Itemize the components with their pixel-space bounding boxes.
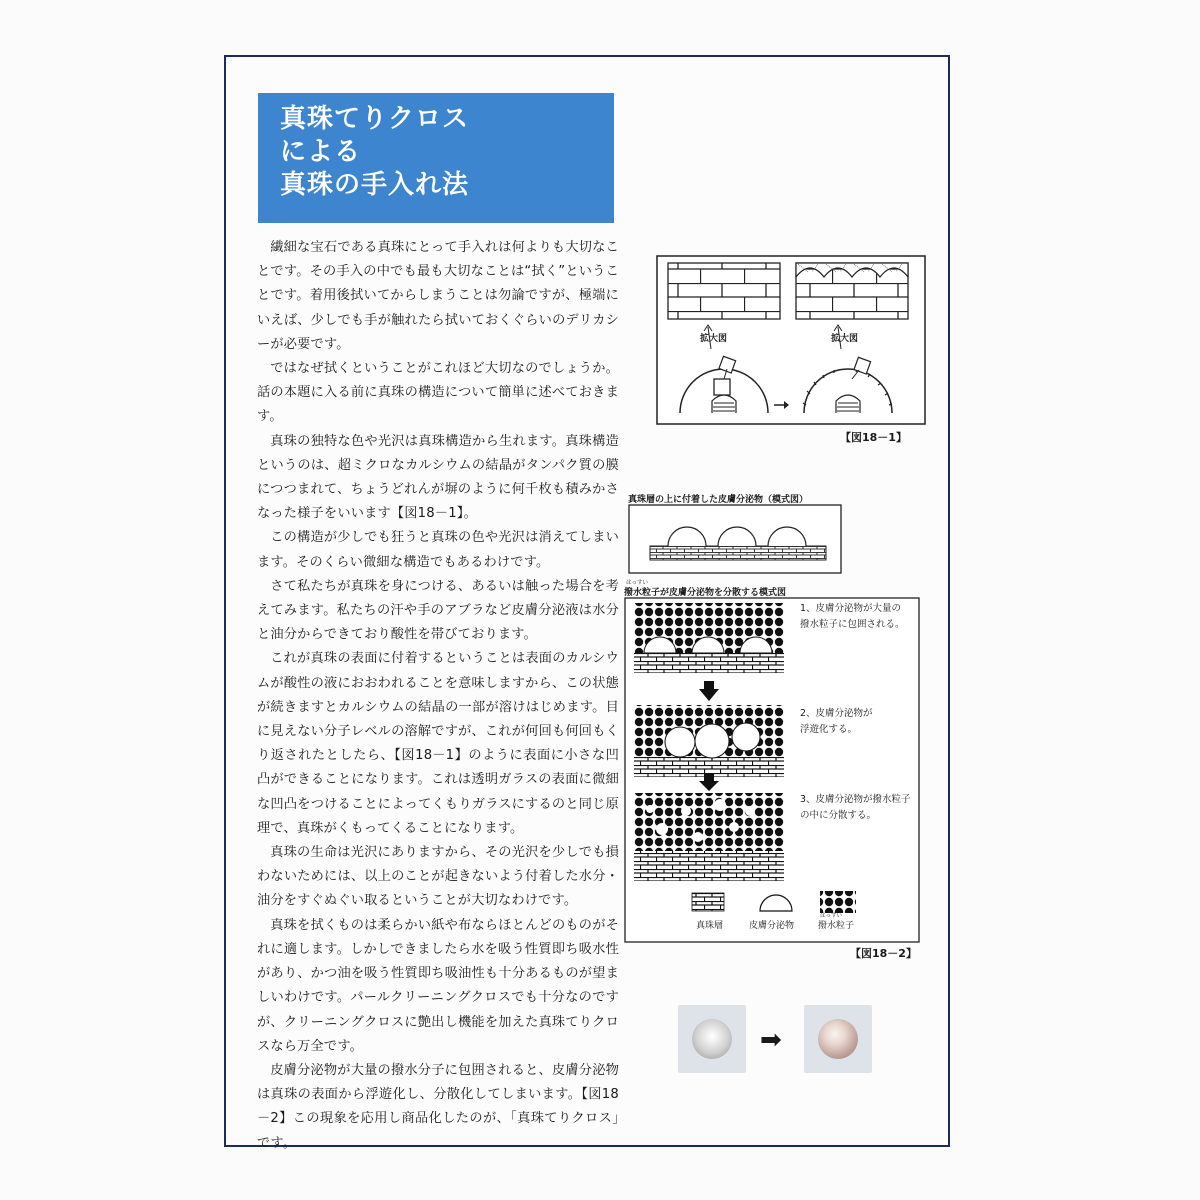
step-3-line-1: 3、皮膚分泌物が撥水粒子 <box>800 794 911 805</box>
zoom-label-left: 拡大図 <box>700 334 728 344</box>
title-line-2: による <box>280 137 362 167</box>
paragraph: この構造が少しでも狂うと真珠の色や光沢は消えてしまいます。そのくらい微細な構造でもあるわけです。 <box>257 530 619 570</box>
paragraph: 繊細な宝石である真珠にとって手入れは何よりも大切なことです。その手入の中でも最も大切なことは“拭く”ということです。着用後拭いてからしまうことは勿論ですが、極端にいえば、少しでも手が触れたら拭いておくぐらいのデリカシーが必要です。 <box>257 240 619 352</box>
paragraph: これが真珠の表面に付着するということは表面のカルシウムが酸性の液におおわれることを意味しますから、この状態が続きますとカルシウムの結晶の一部が溶けはじめます。目に見えない分子レベルの溶解ですが、これが何回も何回もくり返されたとしたら、【図18－1】のように表面に小さな凹凸ができることになります。これは透明ガラスの表面に微細な凹凸をつけることによってくもりガラスにするのと同じ原理で、真珠がくもってくることになります。 <box>257 651 619 836</box>
step-3-line-2: の中に分散する。 <box>800 810 877 821</box>
step-1-line-1: 1、皮膚分泌物が大量の <box>800 603 902 614</box>
pearl-after-photo <box>804 1005 872 1073</box>
paragraph: 真珠の生命は光沢にありますから、その光沢を少しでも損わないためには、以上のことが起きないよう付着した水分・油分をすぐぬぐい取るということが大切なわけです。 <box>257 845 619 909</box>
title-line-1: 真珠てりクロス <box>280 104 470 134</box>
title-box <box>258 93 614 223</box>
step-2-line-1: 2、皮膚分泌物が <box>800 708 873 719</box>
step-1-line-2: 撥水粒子に包囲される。 <box>800 619 905 630</box>
legend-furigana: はっすい <box>820 913 843 919</box>
legend-repellent: 撥水粒子 <box>818 921 855 931</box>
dispersion-diagram <box>624 597 920 943</box>
paragraph: 真珠の独特な色や光沢は真珠構造から生れます。真珠構造というのは、超ミクロなカルシウムの結晶がタンパク質の膜につつまれて、ちょうどれんが塀のように何千枚も積みかさなった様子をいいます【図18－1】。 <box>257 433 619 522</box>
figure-18-2-mid-caption: 撥水粒子が皮膚分泌物を分散する模式図 <box>624 588 787 598</box>
figure-18-1-diagram <box>656 255 926 425</box>
dull-pearl <box>692 1019 732 1059</box>
shiny-pearl <box>818 1019 858 1059</box>
figure-18-1-caption: 【図18－1】 <box>840 431 907 444</box>
paragraph: さて私たちが真珠を身につける、あるいは触った場合を考えてみます。私たちの汗や手のアブラなど皮膚分泌液は水分と油分からできており酸性を帯びております。 <box>257 578 619 643</box>
arrow-right-icon: ➡ <box>760 1025 782 1055</box>
figure-18-2-caption: 【図18－2】 <box>850 947 917 960</box>
step-2-line-2: 浮遊化する。 <box>800 724 858 735</box>
body-text <box>257 236 619 1156</box>
step-1-text <box>800 601 905 633</box>
paragraph: 皮膚分泌物が大量の撥水分子に包囲されると、皮膚分泌物は真珠の表面から浮遊化し、分散化してしまいます。【図18－2】この現象を応用し商品化したのが、「真珠てりクロス」です。 <box>257 1062 619 1151</box>
figure-18-2-top-caption: 真珠層の上に付着した皮膚分泌物（模式図） <box>628 495 809 505</box>
paragraph: 真珠を拭くものは柔らかい紙や布ならほとんどのものがそれに適します。しかしできましたら水を吸う性質即ち吸水性があり、かつ油を吸う性質即ち吸油性も十分あるものが望ましいわけです。パールクリーニングクロスでも十分なのですが、クリーニングクロスに艶出し機能を加えた真珠てりクロスなら万全です。 <box>257 917 619 1054</box>
furigana: はっすい <box>626 580 649 586</box>
legend-secretion: 皮膚分泌物 <box>749 921 795 931</box>
step-2-text <box>800 706 873 738</box>
zoom-label-right: 拡大図 <box>831 334 859 344</box>
paragraph: ではなぜ拭くということがこれほど大切なのでしょうか。話の本題に入る前に真珠の構造について簡単に述べておきます。 <box>257 361 619 425</box>
legend-nacre: 真珠層 <box>696 921 724 931</box>
secretion-on-nacre-diagram <box>628 504 842 574</box>
pearl-before-photo <box>678 1005 746 1073</box>
step-3-text <box>800 792 911 824</box>
title-line-3: 真珠の手入れ法 <box>280 170 470 200</box>
